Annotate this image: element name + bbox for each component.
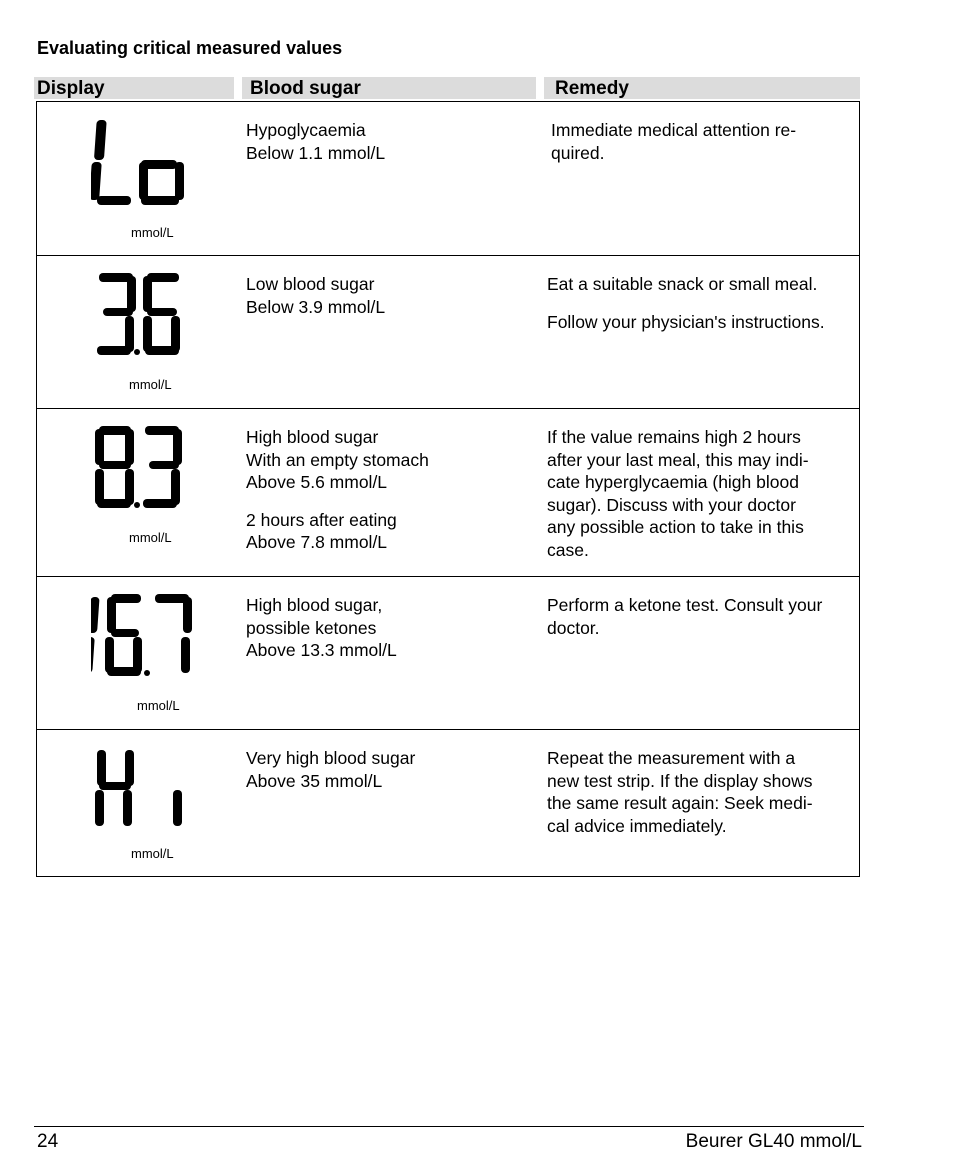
blood-sugar-cell: Hypoglycaemia Below 1.1 mmol/L: [246, 120, 386, 163]
blood-sugar-cell: Very high blood sugar Above 35 mmol/L: [246, 748, 416, 791]
table-row: [37, 255, 859, 408]
lcd-display: [91, 116, 241, 241]
remedy-cell: Immediate medical attention re- quired.: [551, 120, 797, 163]
header-blood-sugar: Blood sugar: [242, 77, 536, 99]
page-number: 24: [37, 1131, 59, 1152]
footer-divider: [34, 1126, 864, 1127]
table-row: [37, 408, 859, 576]
unit-label: mmol/L: [131, 846, 174, 861]
lcd-digits: [91, 116, 241, 241]
remedy-cell: Repeat the measurement with a new test strip. If the display shows the same result again: Seek medi- cal advice immediately.: [547, 748, 813, 836]
blood-sugar-cell: High blood sugar With an empty stomach Above 5.6 mmol/L 2 hours after eating Above 7.8 mmol/L: [246, 427, 429, 552]
header-remedy: Remedy: [544, 77, 860, 99]
remedy-cell: Eat a suitable snack or small meal. Follow your physician's instructions.: [547, 274, 825, 332]
lcd-display: [91, 744, 241, 869]
unit-label: mmol/L: [129, 530, 172, 545]
unit-label: mmol/L: [131, 225, 174, 240]
remedy-cell: If the value remains high 2 hours after your last meal, this may indi- cate hyperglycaemia (high blood sugar). Discuss with your doctor any possible action to take in this case.: [547, 427, 809, 560]
table-row: [37, 102, 859, 255]
unit-label: mmol/L: [129, 377, 172, 392]
header-display: Display: [34, 77, 234, 99]
critical-values-table: [36, 101, 860, 877]
blood-sugar-cell: High blood sugar, possible ketones Above 13.3 mmol/L: [246, 595, 397, 660]
table-row: [37, 729, 859, 876]
page-title: Evaluating critical measured values: [37, 38, 343, 58]
lcd-display: [91, 591, 241, 716]
lcd-display: [91, 270, 241, 395]
footer-product: Beurer GL40 mmol/L: [685, 1131, 862, 1152]
table-row: [37, 576, 859, 729]
remedy-cell: Perform a ketone test. Consult your doctor.: [547, 595, 823, 638]
blood-sugar-cell: Low blood sugar Below 3.9 mmol/L: [246, 274, 386, 317]
lcd-display: [91, 423, 241, 548]
unit-label: mmol/L: [137, 698, 180, 713]
